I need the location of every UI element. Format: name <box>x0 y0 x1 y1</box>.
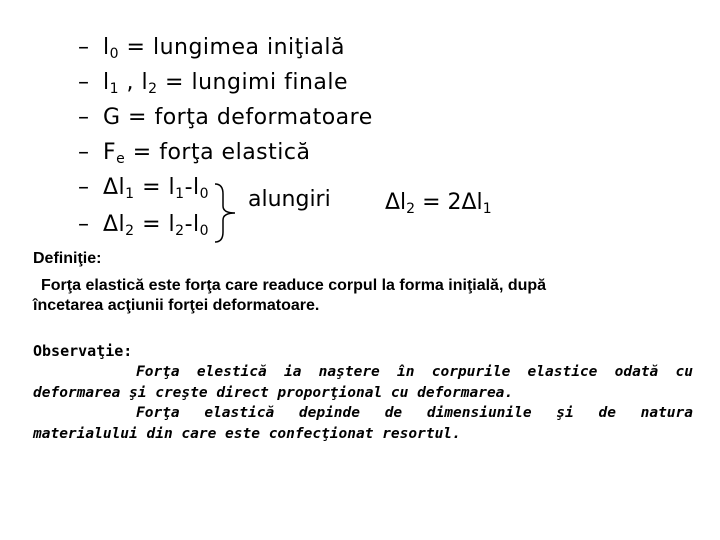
bullet-dash: – <box>78 35 89 60</box>
definition-text: Forţa elastică este forţa care readuce corpul la forma iniţială, după încetarea acţiunii forţei deformatoare. <box>33 277 547 314</box>
curly-brace-icon <box>213 182 243 244</box>
bullet-dash: – <box>78 70 89 95</box>
list-item-elongation-2: $\Delta l_2 = l_2-l_0$ <box>103 212 210 239</box>
bullet-dash: – <box>78 212 89 237</box>
list-item-deforming-force: G = forţa deformatoare <box>103 105 373 130</box>
list-item-initial-length: $l_0$ = lungimea iniţială <box>103 35 345 62</box>
observation-paragraph-1: Forţa elestică ia naştere în corpurile elastice odată cu deformarea şi creşte direct proporţional cu deformarea. <box>33 364 693 401</box>
bullet-dash: – <box>78 140 89 165</box>
list-item-elongation-1: $\Delta l_1 = l_1-l_0$ <box>103 175 210 202</box>
observation-paragraph-2: Forţa elastică depinde de dimensiunile şi de natura materialului din care este confecţionat resortul. <box>33 405 693 442</box>
bullet-dash: – <box>78 175 89 200</box>
observation-text <box>33 362 693 444</box>
elongation-relation: $\Delta l_2 = 2\Delta l_1$ <box>385 190 492 217</box>
elongations-label: alungiri <box>248 187 331 212</box>
definition-title: Definiţie: <box>33 250 102 267</box>
observation-title: Observaţie: <box>33 342 133 360</box>
list-item-final-lengths: $l_1$ , $l_2$ = lungimi finale <box>103 70 349 97</box>
list-item-elastic-force: $F_e$ = forţa elastică <box>103 140 311 167</box>
bullet-dash: – <box>78 105 89 130</box>
